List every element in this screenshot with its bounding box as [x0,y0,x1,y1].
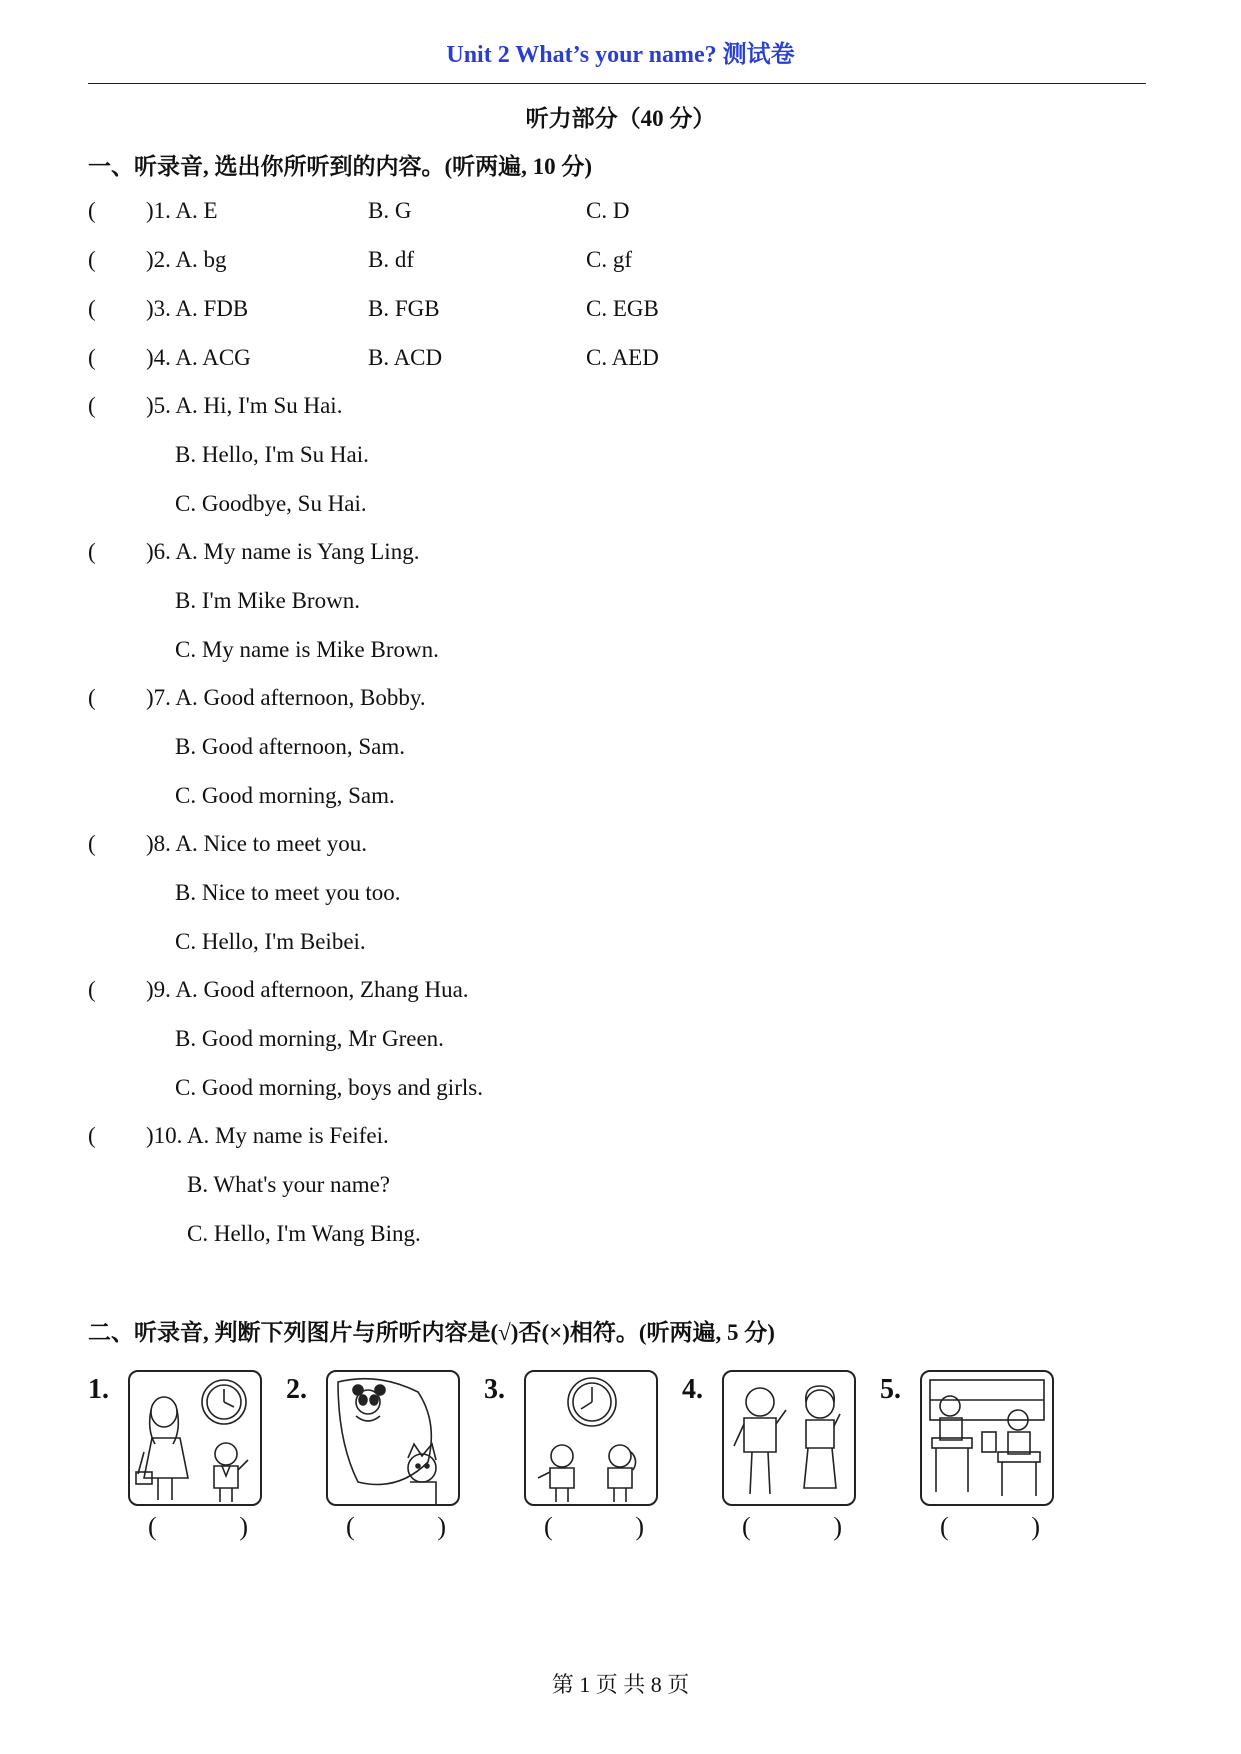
blank-close: ) [833,1512,842,1541]
option-c: C. Hello, I'm Wang Bing. [187,1221,421,1246]
blank-open: ( [346,1512,355,1541]
boy-girl-clock-illustration [526,1372,656,1504]
option-c: C. D [586,198,630,223]
section-2-heading: 二、听录音, 判断下列图片与所听内容是(√)否(×)相符。(听两遍, 5 分) [88,1320,775,1345]
option-b: B. Hello, I'm Su Hai. [175,442,369,467]
question-lead: )8. A. Nice to meet you. [146,831,368,856]
picture-frame [920,1370,1054,1506]
option-b: B. Good afternoon, Sam. [175,734,405,759]
option-c: C. gf [586,247,632,272]
picture-frame [722,1370,856,1506]
blank-open: ( [148,1512,157,1541]
answer-blank[interactable] [940,1512,1040,1542]
picture-frame [524,1370,658,1506]
picture-number: 1. [88,1374,109,1405]
question-lead: )9. A. Good afternoon, Zhang Hua. [146,977,469,1002]
picture-item-3 [484,1370,669,1550]
picture-number: 2. [286,1374,307,1405]
option-b: B. FGB [368,296,440,321]
question-lead: )10. A. My name is Feifei. [146,1123,389,1148]
section-1-heading: 一、听录音, 选出你所听到的内容。(听两遍, 10 分) [88,154,593,179]
picture-row [88,1370,1088,1550]
answer-bracket[interactable]: ( [88,393,96,418]
option-b: B. Nice to meet you too. [175,880,401,905]
answer-bracket[interactable]: ( [88,831,96,856]
option-b: B. df [368,247,414,272]
option-c: C. Good morning, boys and girls. [175,1075,483,1100]
picture-item-4 [682,1370,867,1550]
picture-item-2 [286,1370,471,1550]
blank-close: ) [437,1512,446,1541]
option-b: B. G [368,198,412,223]
question-lead: )7. A. Good afternoon, Bobby. [146,685,426,710]
answer-blank[interactable] [544,1512,644,1542]
blank-open: ( [544,1512,553,1541]
blank-close: ) [239,1512,248,1541]
picture-number: 3. [484,1374,505,1405]
question-lead: )4. A. ACG [146,345,251,370]
picture-frame [128,1370,262,1506]
document-title: Unit 2 What’s your name? 测试卷 [446,42,795,68]
option-b: B. ACD [368,345,443,370]
answer-bracket[interactable]: ( [88,345,96,370]
panda-and-cat-illustration [328,1372,458,1504]
picture-number: 4. [682,1374,703,1405]
boy-and-girl-greeting-illustration [724,1372,854,1504]
answer-bracket[interactable]: ( [88,977,96,1002]
question-lead: )3. A. FDB [146,296,249,321]
option-c: C. Good morning, Sam. [175,783,395,808]
part-title: 听力部分（40 分） [525,106,716,131]
header-rule [88,83,1146,84]
picture-number: 5. [880,1374,901,1405]
option-c: C. Hello, I'm Beibei. [175,929,366,954]
answer-blank[interactable] [346,1512,446,1542]
answer-bracket[interactable]: ( [88,247,96,272]
answer-bracket[interactable]: ( [88,296,96,321]
blank-close: ) [1031,1512,1040,1541]
answer-blank[interactable] [742,1512,842,1542]
answer-blank[interactable] [148,1512,248,1542]
option-c: C. Goodbye, Su Hai. [175,491,367,516]
answer-bracket[interactable]: ( [88,198,96,223]
question-lead: )1. A. E [146,198,218,223]
answer-bracket[interactable]: ( [88,1123,96,1148]
option-b: B. I'm Mike Brown. [175,588,360,613]
option-b: B. Good morning, Mr Green. [175,1026,444,1051]
option-c: C. My name is Mike Brown. [175,637,439,662]
question-lead: )6. A. My name is Yang Ling. [146,539,420,564]
blank-open: ( [940,1512,949,1541]
classroom-students-illustration [922,1372,1052,1504]
option-b: B. What's your name? [187,1172,391,1197]
answer-bracket[interactable]: ( [88,539,96,564]
picture-frame [326,1370,460,1506]
teacher-and-boy-illustration [130,1372,260,1504]
option-c: C. AED [586,345,659,370]
answer-bracket[interactable]: ( [88,685,96,710]
page-footer: 第 1 页 共 8 页 [551,1672,690,1697]
blank-open: ( [742,1512,751,1541]
option-c: C. EGB [586,296,659,321]
blank-close: ) [635,1512,644,1541]
picture-item-1 [88,1370,273,1550]
question-lead: )5. A. Hi, I'm Su Hai. [146,393,343,418]
picture-item-5 [880,1370,1065,1550]
question-lead: )2. A. bg [146,247,227,272]
